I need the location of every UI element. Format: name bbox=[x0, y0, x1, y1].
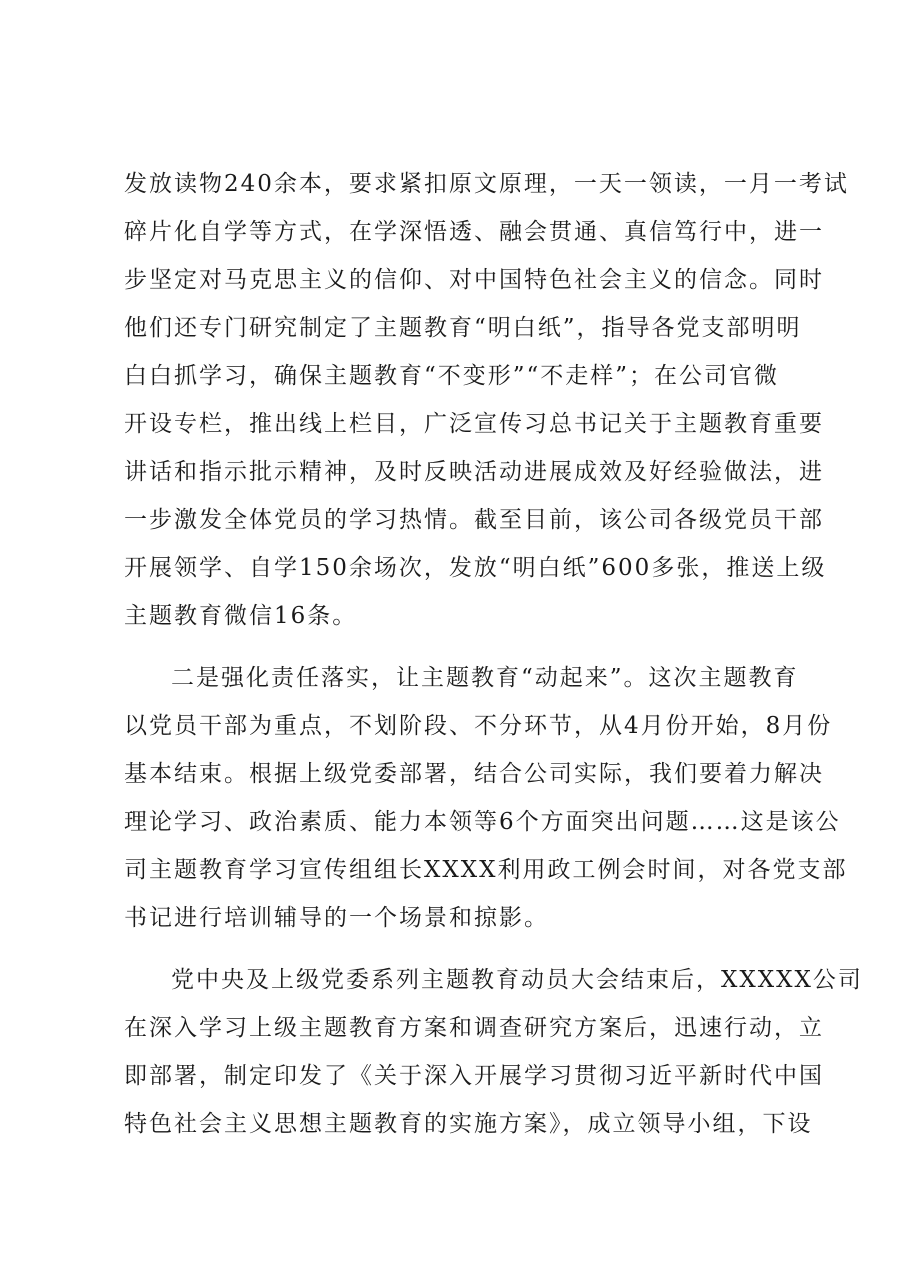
text-line: 讲话和指示批示精神，及时反映活动进展成效及好经验做法，进 bbox=[124, 459, 824, 485]
text-line: 碎片化自学等方式，在学深悟透、融会贯通、真信笃行中，进一 bbox=[124, 219, 824, 245]
text-line: 主题教育微信16条。 bbox=[124, 603, 358, 629]
text-line: 二是强化责任落实，让主题教育“动起来”。这次主题教育 bbox=[171, 665, 799, 691]
text-line: 他们还专门研究制定了主题教育“明白纸”，指导各党支部明明 bbox=[124, 315, 802, 341]
paragraph-spacer bbox=[124, 942, 824, 956]
text-line: 开展领学、自学150余场次，发放“明白纸”600多张，推送上级 bbox=[124, 555, 827, 581]
paragraph-spacer bbox=[124, 640, 824, 654]
text-line: 发放读物240余本，要求紧扣原文原理，一天一领读，一月一考试 bbox=[124, 171, 849, 197]
text-line: 一步激发全体党员的学习热情。截至目前，该公司各级党员干部 bbox=[124, 507, 824, 533]
text-line: 步坚定对马克思主义的信仰、对中国特色社会主义的信念。同时 bbox=[124, 267, 824, 293]
text-line: 特色社会主义思想主题教育的实施方案》，成立领导小组，下设 bbox=[124, 1111, 813, 1137]
text-line: 党中央及上级党委系列主题教育动员大会结束后，XXXXX公司 bbox=[171, 967, 863, 993]
text-line: 开设专栏，推出线上栏目，广泛宣传习总书记关于主题教育重要 bbox=[124, 411, 824, 437]
text-line: 司主题教育学习宣传组组长XXXX利用政工例会时间，对各党支部 bbox=[124, 857, 848, 883]
text-line: 书记进行培训辅导的一个场景和掠影。 bbox=[124, 905, 549, 931]
text-line: 基本结束。根据上级党委部署，结合公司实际，我们要着力解决 bbox=[124, 761, 824, 787]
text-line: 在深入学习上级主题教育方案和调查研究方案后，迅速行动，立 bbox=[124, 1015, 824, 1041]
paragraph-3 bbox=[124, 956, 863, 1148]
text-line: 即部署，制定印发了《关于深入开展学习贯彻习近平新时代中国 bbox=[124, 1063, 824, 1089]
text-line: 以党员干部为重点，不划阶段、不分环节，从4月份开始，8月份 bbox=[124, 713, 833, 739]
text-line: 白白抓学习，确保主题教育“不变形”“不走样”；在公司官微 bbox=[124, 363, 780, 389]
body-text bbox=[124, 160, 863, 1148]
paragraph-2 bbox=[124, 654, 848, 942]
paragraph-1 bbox=[124, 160, 849, 640]
text-line: 理论学习、政治素质、能力本领等6个方面突出问题……这是该公 bbox=[124, 809, 841, 835]
